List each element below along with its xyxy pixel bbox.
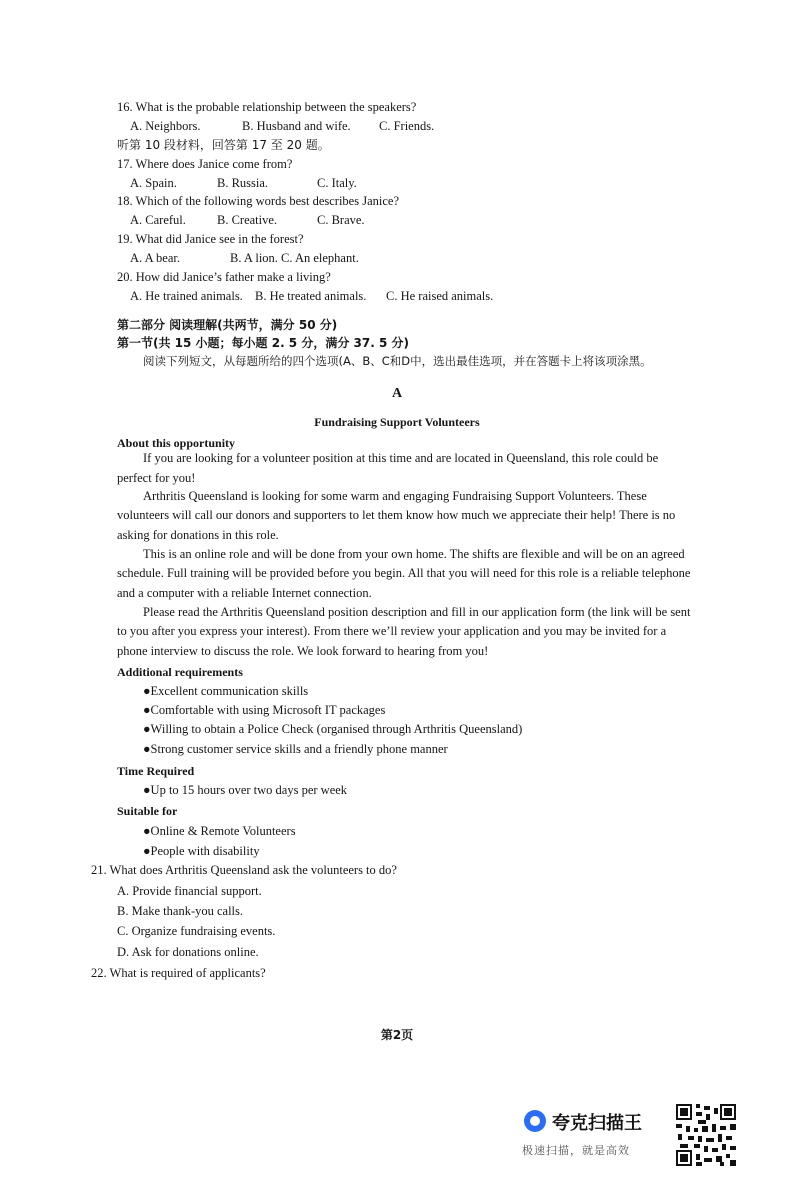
time-heading: Time Required: [117, 764, 195, 778]
question-22-stem: 22. What is required of applicants?: [91, 966, 266, 980]
article-line: Please read the Arthritis Queensland position description and fill in our application form (the link will be sent: [143, 605, 691, 619]
scanner-badge: [522, 1104, 672, 1164]
requirement-item: ●Comfortable with using Microsoft IT packages: [143, 703, 386, 717]
scanner-badge-name: 夸克扫描王: [552, 1113, 642, 1134]
requirements-heading: Additional requirements: [117, 665, 243, 679]
question-20-option-a: A. He trained animals.: [130, 289, 243, 303]
page-number: 第2页: [380, 1028, 414, 1042]
question-18-option-b: B. Creative.: [217, 213, 278, 227]
question-18-option-c: C. Brave.: [317, 213, 365, 227]
passage-10-intro: 听第 10 段材料，回答第 17 至 20 题。: [117, 138, 330, 152]
article-letter: A: [391, 386, 403, 401]
qr-code-icon: [676, 1104, 736, 1166]
question-16-option-c: C. Friends.: [379, 119, 435, 133]
question-21-option-d: D. Ask for donations online.: [117, 945, 259, 959]
scanner-badge-slogan: 极速扫描，就是高效: [522, 1144, 630, 1157]
article-line: phone interview to discuss the role. We look forward to hearing from you!: [117, 644, 489, 658]
article-line: perfect for you!: [117, 471, 196, 485]
question-21-option-a: A. Provide financial support.: [117, 884, 262, 898]
part2-section1: 第一节(共 15 小题；每小题 2. 5 分，满分 37. 5 分): [117, 336, 409, 350]
time-item: ●Up to 15 hours over two days per week: [143, 783, 348, 797]
question-21-stem: 21. What does Arthritis Queensland ask the volunteers to do?: [91, 863, 397, 877]
question-16-option-a: A. Neighbors.: [130, 119, 201, 133]
suitable-heading: Suitable for: [117, 804, 178, 818]
question-19-stem: 19. What did Janice see in the forest?: [117, 232, 304, 246]
about-heading: About this opportunity: [117, 436, 236, 450]
scanner-logo-icon: [524, 1110, 546, 1132]
article-line: and a computer with a reliable Internet connection.: [117, 586, 372, 600]
question-18-stem: 18. Which of the following words best describes Janice?: [117, 194, 399, 208]
question-17-option-c: C. Italy.: [317, 176, 357, 190]
article-line: asking for donations in this role.: [117, 528, 279, 542]
suitable-item: ●People with disability: [143, 844, 260, 858]
part2-instruction: 阅读下列短文，从每题所给的四个选项(A、B、C和D中，选出最佳选项，并在答题卡上将该项涂黑。: [143, 354, 652, 368]
question-18-option-a: A. Careful.: [130, 213, 186, 227]
question-17-option-a: A. Spain.: [130, 176, 177, 190]
article-body: [117, 450, 702, 658]
requirement-item: ●Willing to obtain a Police Check (organised through Arthritis Queensland): [143, 722, 523, 736]
article-line: If you are looking for a volunteer position at this time and are located in Queensland, this role could be: [143, 451, 659, 465]
article-title: Fundraising Support Volunteers: [314, 415, 480, 429]
article-line: Arthritis Queensland is looking for some warm and engaging Fundraising Support Volunteers. These: [143, 489, 647, 503]
part2-title: 第二部分 阅读理解(共两节，满分 50 分): [117, 318, 338, 332]
question-20-option-b: B. He treated animals.: [255, 289, 367, 303]
question-19-option-a: A. A bear.: [130, 251, 180, 265]
article-line: to you after you express your interest). From there we’ll review your application and you may be invited for a: [117, 624, 667, 638]
question-20-stem: 20. How did Janice’s father make a living?: [117, 270, 331, 284]
requirement-item: ●Strong customer service skills and a friendly phone manner: [143, 742, 448, 756]
question-16-option-b: B. Husband and wife.: [242, 119, 351, 133]
question-20-option-c: C. He raised animals.: [386, 289, 494, 303]
requirement-item: ●Excellent communication skills: [143, 684, 309, 698]
question-21-option-b: B. Make thank-you calls.: [117, 904, 244, 918]
question-17-stem: 17. Where does Janice come from?: [117, 157, 293, 171]
question-21-option-c: C. Organize fundraising events.: [117, 924, 276, 938]
question-19-option-bc: B. A lion. C. An elephant.: [230, 251, 359, 265]
article-line: volunteers will call our donors and supporters to let them know how much we appreciate their help! There is no: [117, 508, 676, 522]
article-line: schedule. Full training will be provided before you begin. All that you will need for this role is a reliable telephone: [117, 566, 691, 580]
article-line: This is an online role and will be done from your own home. The shifts are flexible and will be on an agreed: [143, 547, 685, 561]
suitable-item: ●Online & Remote Volunteers: [143, 824, 296, 838]
question-17-option-b: B. Russia.: [217, 176, 269, 190]
question-16-stem: 16. What is the probable relationship between the speakers?: [117, 100, 417, 114]
